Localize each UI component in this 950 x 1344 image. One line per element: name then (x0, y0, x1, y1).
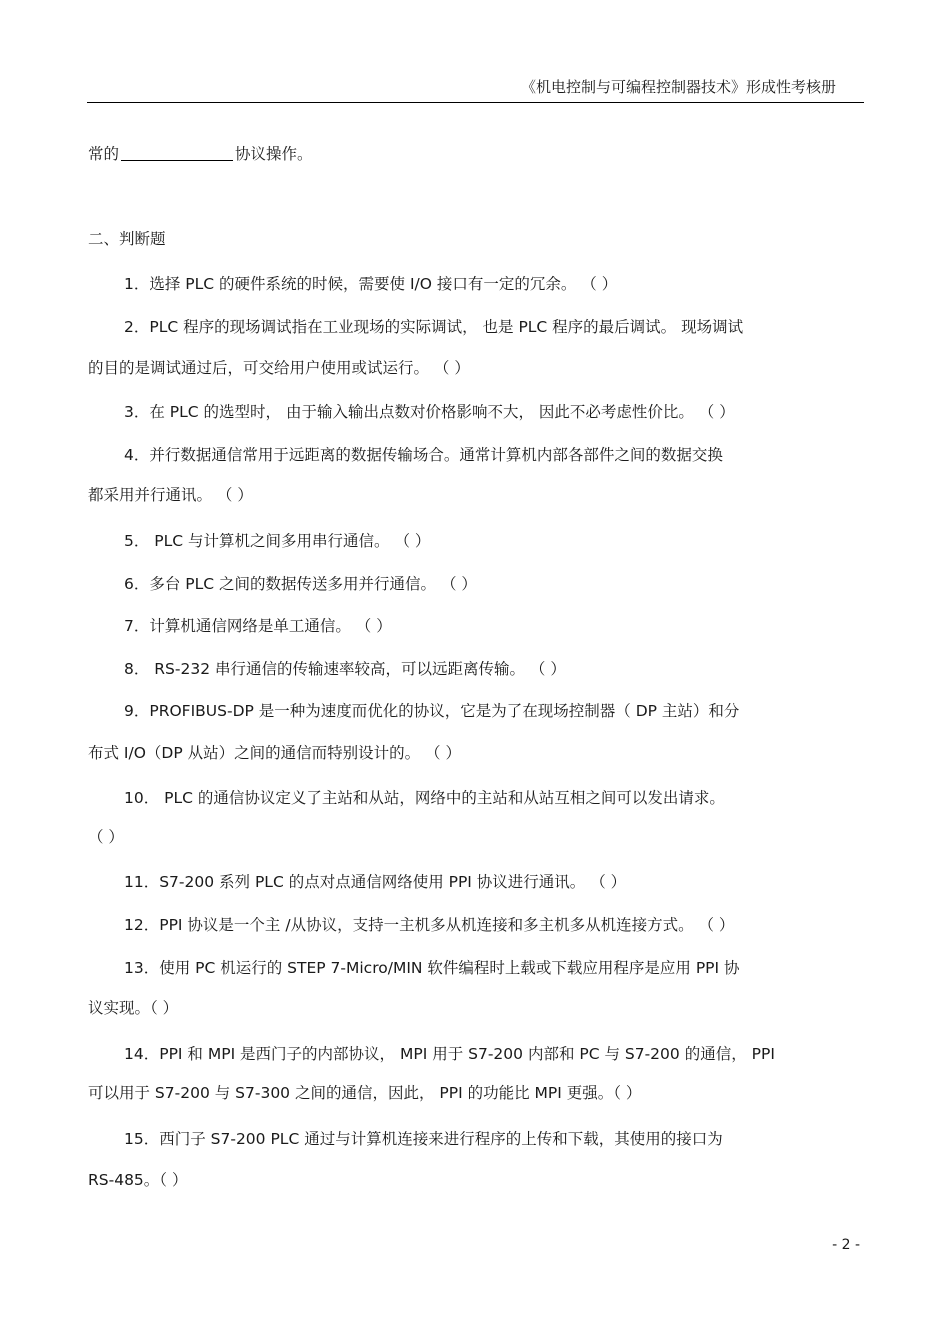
question-11: 11．S7-200 系列 PLC 的点对点通信网络使用 PPI 协议进行通讯。 （ ） (124, 873, 627, 891)
question-4-line-2: 都采用并行通讯。 （ ） (88, 486, 253, 504)
question-2-line-2: 的目的是调试通过后，可交给用户使用或试运行。 （ ） (88, 359, 470, 377)
fill-blank[interactable] (121, 144, 233, 161)
question-6: 6．多台 PLC 之间的数据传送多用并行通信。 （ ） (124, 575, 477, 593)
continuation-prefix: 常的 (88, 145, 120, 163)
question-15-line-2: RS-485。（ ） (88, 1171, 188, 1189)
header-divider (87, 102, 864, 103)
page-number: - 2 - (832, 1237, 860, 1253)
continuation-suffix: 协议操作。 (235, 145, 313, 163)
question-3: 3．在 PLC 的选型时， 由于输入输出点数对价格影响不大， 因此不必考虑性价比。 （ ） (124, 403, 735, 421)
question-10-line-2: （ ） (88, 828, 124, 846)
header-title: 《机电控制与可编程控制器技术》形成性考核册 (520, 78, 836, 96)
question-2-line-1: 2．PLC 程序的现场调试指在工业现场的实际调试， 也是 PLC 程序的最后调试。 现场调试 (124, 318, 744, 336)
question-12: 12．PPI 协议是一个主 /从协议，支持一主机多从机连接和多主机多从机连接方式。 （ ） (124, 916, 735, 934)
question-8: 8． RS-232 串行通信的传输速率较高，可以远距离传输。 （ ） (124, 660, 566, 678)
continuation-line (88, 143, 858, 165)
question-7: 7．计算机通信网络是单工通信。 （ ） (124, 617, 392, 635)
question-14-line-2: 可以用于 S7-200 与 S7-300 之间的通信，因此， PPI 的功能比 MPI 更强。（ ） (88, 1084, 642, 1102)
question-9-line-2: 布式 I/O（DP 从站）之间的通信而特别设计的。 （ ） (88, 744, 461, 762)
question-1: 1．选择 PLC 的硬件系统的时候，需要使 I/O 接口有一定的冗余。 （ ） (124, 275, 618, 293)
question-13-line-1: 13．使用 PC 机运行的 STEP 7-Micro/MIN 软件编程时上载或下载应用程序是应用 PPI 协 (124, 959, 740, 977)
question-4-line-1: 4．并行数据通信常用于远距离的数据传输场合。通常计算机内部各部件之间的数据交换 (124, 446, 723, 464)
question-14-line-1: 14．PPI 和 MPI 是西门子的内部协议， MPI 用于 S7-200 内部和 PC 与 S7-200 的通信， PPI (124, 1045, 775, 1063)
question-9-line-1: 9．PROFIBUS-DP 是一种为速度而优化的协议，它是为了在现场控制器（ DP 主站）和分 (124, 702, 740, 720)
section-title: 二、判断题 (88, 230, 166, 248)
question-10-line-1: 10． PLC 的通信协议定义了主站和从站，网络中的主站和从站互相之间可以发出请求。 (124, 789, 725, 807)
question-13-line-2: 议实现。（ ） (88, 999, 179, 1017)
question-5: 5． PLC 与计算机之间多用串行通信。 （ ） (124, 532, 431, 550)
question-15-line-1: 15．西门子 S7-200 PLC 通过与计算机连接来进行程序的上传和下载，其使用的接口为 (124, 1130, 723, 1148)
